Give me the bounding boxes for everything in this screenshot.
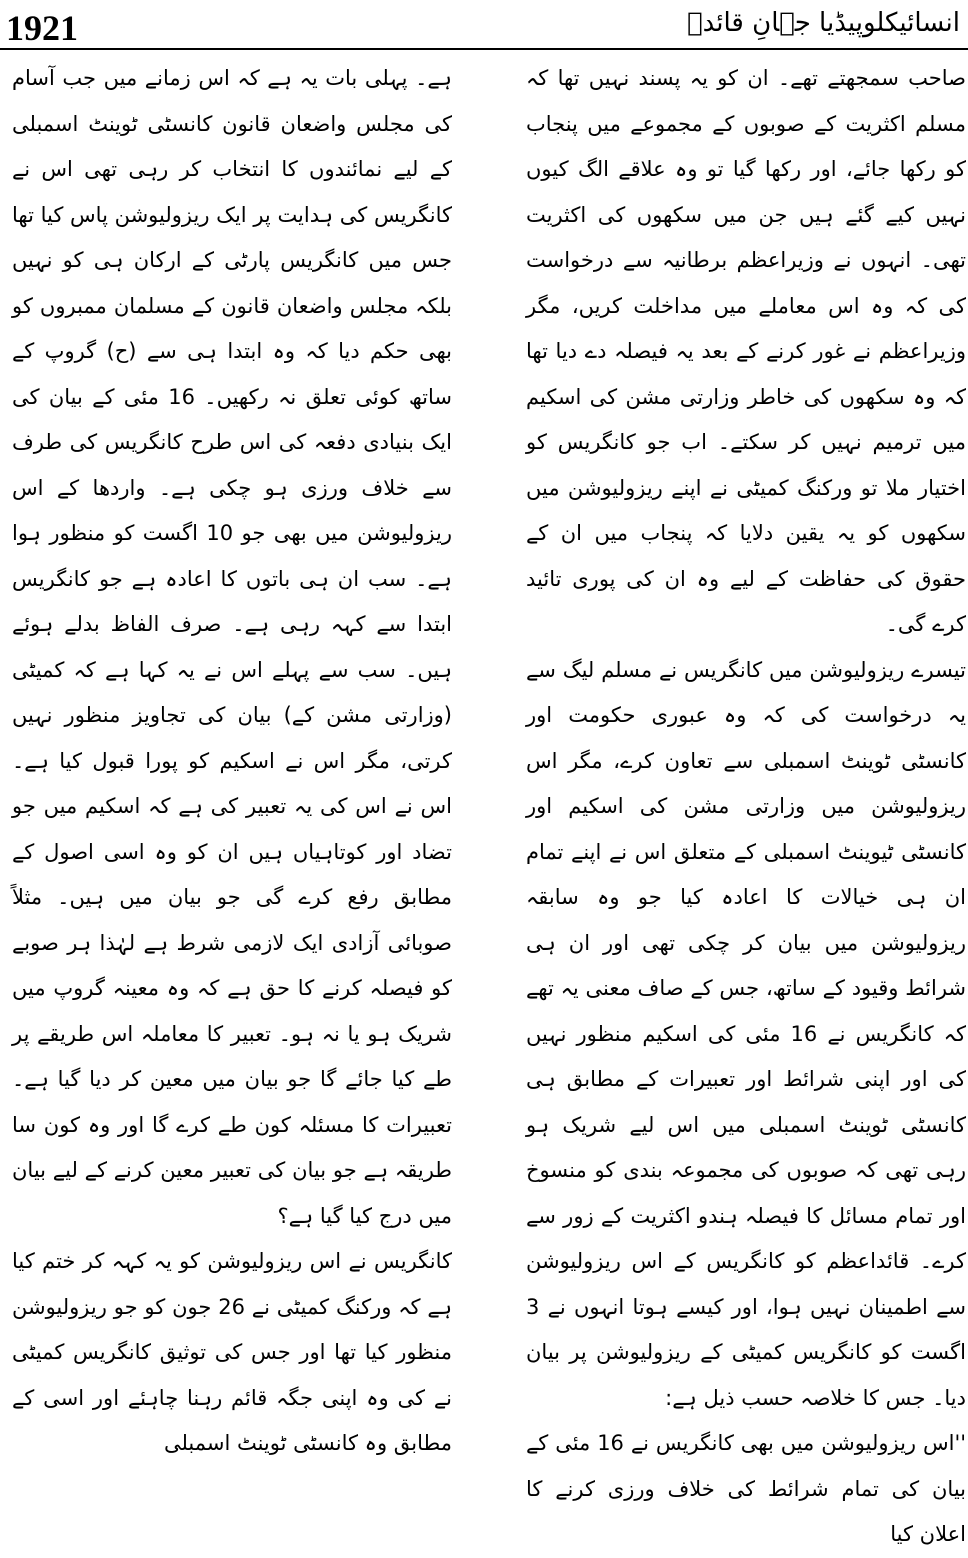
paragraph: صاحب سمجھتے تھے۔ ان کو یہ پسند نہیں تھا کہ مسلم اکثریت کے صوبوں کے مجموعے میں پنجاب کو رکھا جائے، اور رکھا گیا تو وہ علاقے الگ کیوں نہیں کیے گئے ہیں جن میں سکھوں کی اکثریت تھی۔ انہوں نے وزیراعظم برطانیہ سے درخواست کی کہ وہ اس معاملے میں مداخلت کریں، مگر وزیراعظم نے غور کرنے کے بعد یہ فیصلہ دے دیا تھا کہ وہ سکھوں کی خاطر وزارتی مشن کی اسکیم میں ترمیم نہیں کر سکتے۔ اب جو کانگریس کو اختیار ملا تو ورکنگ کمیٹی نے اپنے ریزولیوشن میں سکھوں کو یہ یقین دلایا کہ پنجاب میں ان کے حقوق کی حفاظت کے لیے وہ ان کی پوری تائید کرے گی۔ (526, 66, 966, 636)
paragraph: ہے۔ پہلی بات یہ ہے کہ اس زمانے میں جب آسام کی مجلس واضعان قانون کانسٹی ٹوینٹ اسمبلی کے لیے نمائندوں کا انتخاب کر رہی تھی اس نے کانگریس کی ہدایت پر ایک ریزولیوشن پاس کیا تھا جس میں کانگریس پارٹی کے ارکان ہی کو نہیں بلکہ مجلس واضعان قانون کے مسلمان ممبروں کو بھی حکم دیا کہ وہ ابتدا ہی سے (ح) گروپ کے ساتھ کوئی تعلق نہ رکھیں۔ 16 مئی کے بیان کی ایک بنیادی دفعہ کی اس طرح کانگریس کی طرف سے خلاف ورزی ہو چکی ہے۔ واردھا کے اس ریزولیوشن میں بھی جو 10 اگست کو منظور ہوا ہے۔ سب ان ہی باتوں کا اعادہ ہے جو کانگریس ابتدا سے کہہ رہی ہے۔ صرف الفاظ بدلے ہوئے ہیں۔ سب سے پہلے اس نے یہ کہا ہے کہ کمیٹی (وزارتی مشن کے) بیان کی تجاویز منظور نہیں کرتی، مگر اس نے اسکیم کو پورا قبول کیا ہے۔ اس نے اس کی یہ تعبیر کی ہے کہ اسکیم میں جو تضاد اور کوتاہیاں ہیں ان کو وہ اسی اصول کے مطابق رفع کرے گی جو بیان میں ہیں۔ مثلاً صوبائی آزادی ایک لازمی شرط ہے لہٰذا ہر صوبے کو فیصلہ کرنے کا حق ہے کہ وہ معینہ گروپ میں شریک ہو یا نہ ہو۔ تعبیر کا معاملہ اس طریقے پر طے کیا جائے گا جو بیان میں معین کر دیا گیا ہے۔ تعبیرات کا مسئلہ کون طے کرے گا اور وہ کون سا طریقہ ہے جو بیان کی تعبیر معین کرنے کے لیے بیان میں درج کیا گیا ہے؟ (12, 66, 452, 1228)
running-title: انسائیکلوپیڈیا جہانِ قائدؒ (687, 8, 960, 38)
left-column (12, 56, 452, 1455)
right-column (526, 56, 966, 1546)
page-number: 1921 (6, 8, 78, 48)
header-rule (0, 48, 968, 50)
paragraph: کانگریس نے اس ریزولیوشن کو یہ کہہ کر ختم کیا ہے کہ ورکنگ کمیٹی نے 26 جون کو جو ریزولیوشن منظور کیا تھا اور جس کی توثیق کانگریس کمیٹی نے کی وہ اپنی جگہ قائم رہنا چاہئے اور اسی کے مطابق وہ کانسٹی ٹوینٹ اسمبلی (12, 1249, 452, 1455)
paragraph: تیسرے ریزولیوشن میں کانگریس نے مسلم لیگ سے یہ درخواست کی کہ وہ عبوری حکومت اور کانسٹی ٹوینٹ اسمبلی سے تعاون کرے، مگر اس ریزولیوشن میں وزارتی مشن کی اسکیم اور کانسٹی ٹیوینٹ اسمبلی کے متعلق اس نے اپنے تمام ان ہی خیالات کا اعادہ کیا جو وہ سابقہ ریزولیوشن میں بیان کر چکی تھی اور ان ہی شرائط وقیود کے ساتھ، جس کے صاف معنی یہ تھے کہ کانگریس نے 16 مئی کی اسکیم منظور نہیں کی اور اپنی شرائط اور تعبیرات کے مطابق ہی کانسٹی ٹوینٹ اسمبلی میں اس لیے شریک ہو رہی تھی کہ صوبوں کی مجموعہ بندی کو منسوخ اور تمام مسائل کا فیصلہ ہندو اکثریت کے زور سے کرے۔ قائداعظم کو کانگریس کے اس ریزولیوشن سے اطمینان نہیں ہوا، اور کیسے ہوتا انہوں نے 3 اگست کو کانگریس کمیٹی کے ریزولیوشن پر بیان دیا۔ جس کا خلاصہ حسب ذیل ہے: (526, 657, 966, 1410)
page-header (0, 0, 968, 50)
paragraph: ''اس ریزولیوشن میں بھی کانگریس نے 16 مئی کے بیان کی تمام شرائط کی خلاف ورزی کرنے کا اعلان کیا (526, 1431, 966, 1546)
